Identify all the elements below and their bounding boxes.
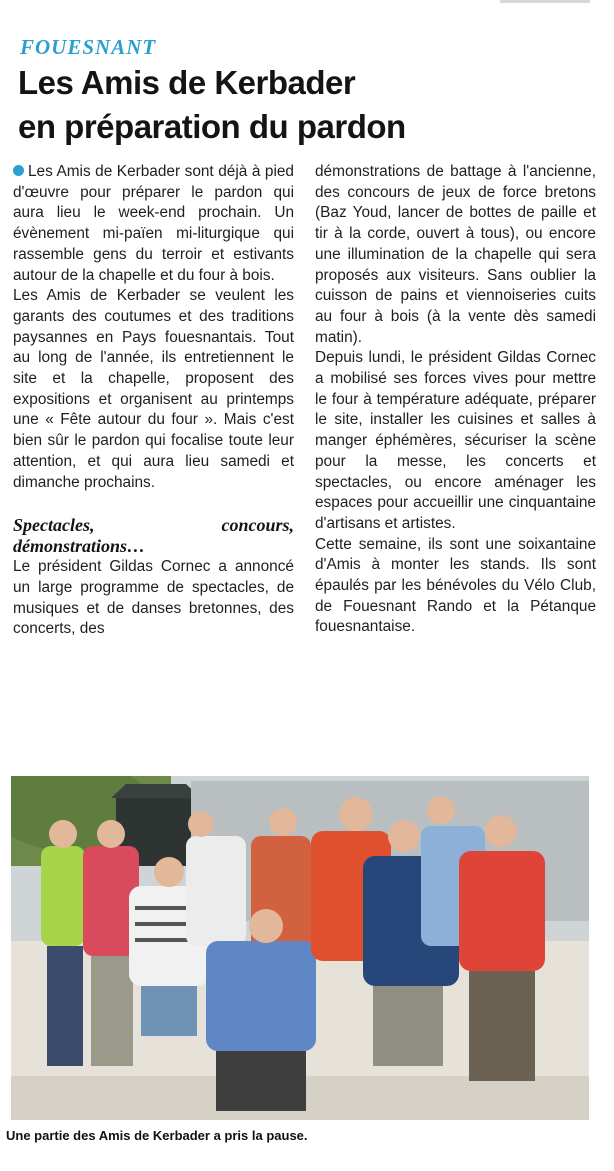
subheading: Spectacles, concours, démonstrations… bbox=[13, 515, 294, 557]
bullet-dot-icon bbox=[13, 165, 24, 176]
headline bbox=[18, 61, 608, 149]
top-rule bbox=[500, 0, 590, 3]
paragraph: Cette semaine, ils sont une soixantaine d'Amis à monter les stands. Ils sont épaulés par les bénévoles du Vélo Club, de Fouesnant Rando et la Pétanque fouesnantaise. bbox=[315, 535, 596, 636]
paragraph-text: Les Amis de Kerbader sont déjà à pied d'œuvre pour préparer le pardon qui aura lieu le week-end prochain. Un évènement mi-païen mi-liturgique qui rassemble gens du terroir et estivants autour de la chapelle et du four à bois. bbox=[13, 163, 294, 284]
paragraph: démonstrations de battage à l'ancienne, des concours de jeux de force bretons (Baz Youd, lancer de bottes de paille et tir à la corde, ouvert à tous), ou encore une illumination de la chapelle qui sera proposés aux visiteurs. Sans oublier la cuisson de pains et viennoiseries cuits au four à bois (à la vente dès samedi matin). bbox=[315, 163, 596, 346]
group-photo bbox=[11, 776, 589, 1120]
paragraph bbox=[13, 162, 294, 286]
article-left-column bbox=[13, 162, 294, 640]
section-kicker: FOUESNANT bbox=[20, 35, 157, 59]
headline-line-1: Les Amis de Kerbader bbox=[18, 64, 356, 101]
paragraph: Les Amis de Kerbader se veulent les garants des coutumes et des traditions paysannes en Pays fouesnantais. Tout au long de l'année, ils entretiennent le site et la chapelle, proposent des expositions et organisent au printemps une « Fête autour du four ». Mais c'est bien sûr le pardon qui focalise toute leur attention, et qui aura lieu samedi et dimanche prochains. bbox=[13, 287, 294, 491]
photo-caption: Une partie des Amis de Kerbader a pris la pause. bbox=[6, 1128, 308, 1143]
headline-line-2: en préparation du pardon bbox=[18, 108, 406, 145]
paragraph: Depuis lundi, le président Gildas Cornec a mobilisé ses forces vives pour mettre le four à température adéquate, préparer le site, installer les cuisines et salles à manger éphémères, sécuriser la scène pour la messe, les concerts et spectacles, ou encore aménager les espaces pour accueillir une cinquantaine d'artisans et artistes. bbox=[315, 349, 596, 532]
paragraph: Le président Gildas Cornec a annoncé un large programme de spectacles, de musiques et de danses bretonnes, des concerts, des bbox=[13, 558, 294, 638]
article-right-column bbox=[315, 162, 596, 638]
